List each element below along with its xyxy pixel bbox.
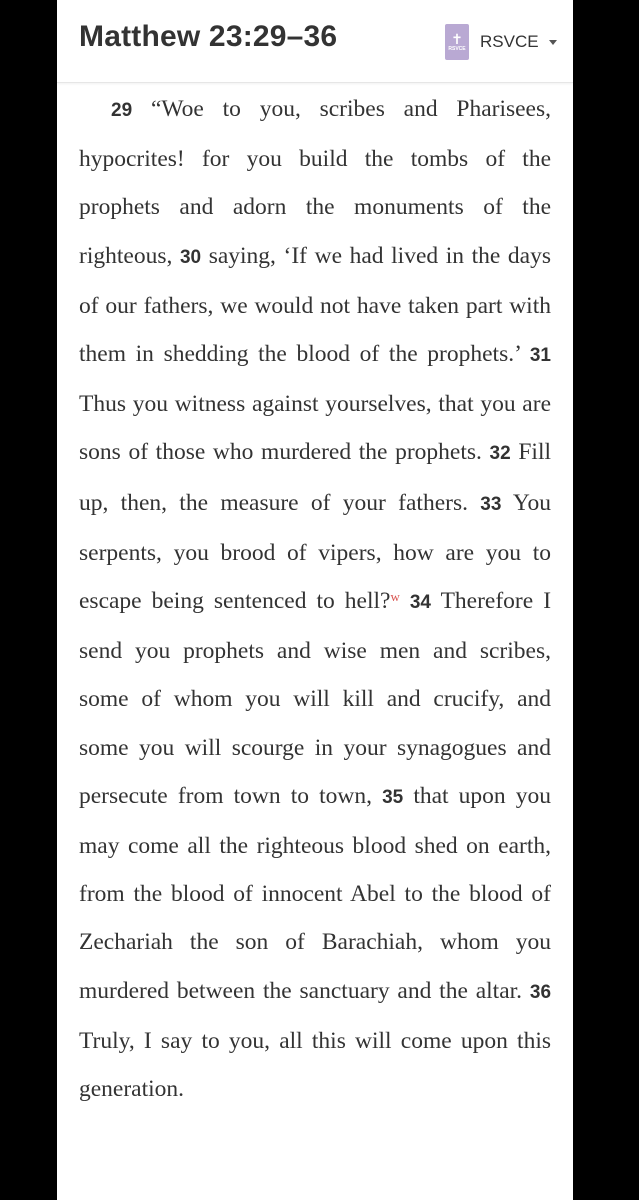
- passage-text: [79, 85, 551, 1113]
- verse-number: 32: [489, 443, 511, 465]
- verse-text: Truly, I say to you, all this will come upon this generation.: [79, 1027, 551, 1103]
- verse-number: 30: [179, 246, 202, 268]
- verse-number: 36: [529, 981, 552, 1003]
- version-picker[interactable]: [445, 24, 557, 60]
- verse-number: 29: [111, 100, 133, 121]
- verse-text: Therefore I send you prophets and wise men and scribes, some of whom you will kill and crucify, and some you will scourge in your synagogues and persecute from town to town,: [79, 588, 552, 809]
- verse-text: saying, ‘If we had lived in the days of our fathers, we would not have taken part with them in shedding the blood of the prophets.’: [79, 242, 552, 368]
- reader-page: [57, 0, 573, 1200]
- verse-text: Thus you witness against yourselves, that you are sons of those who murdered the prophets.: [79, 391, 551, 466]
- footnote-marker[interactable]: w: [390, 589, 400, 605]
- chevron-down-icon: [549, 40, 557, 45]
- verse-text: “Woe to you, scribes and Pharisees, hypocrites! for you build the tombs of the prophets and adorn the monuments of the righteous,: [79, 96, 552, 269]
- reader-header: [57, 0, 573, 83]
- verse-number: 35: [382, 786, 404, 808]
- cross-icon: ✝: [451, 30, 463, 47]
- verse-number: 31: [529, 345, 551, 367]
- verse-text: Fill up, then, the measure of your fathers.: [79, 439, 552, 516]
- verse-number: 34: [409, 592, 431, 614]
- verse-text: that upon you may come all the righteous blood shed on earth, from the blood of innocent Abel to the blood of Zechariah the son of Barachiah, whom you murdered between the sanctuary and the altar.: [79, 782, 552, 1004]
- passage-reference-title[interactable]: Matthew 23:29–36: [79, 20, 338, 53]
- version-logo-text: RSVCE: [448, 45, 466, 52]
- version-logo-icon: [445, 24, 469, 60]
- verse-number: 33: [480, 493, 502, 515]
- version-label: RSVCE: [480, 32, 539, 51]
- verse-text: You serpents, you brood of vipers, how are you to escape being sentenced to hell?: [79, 489, 551, 615]
